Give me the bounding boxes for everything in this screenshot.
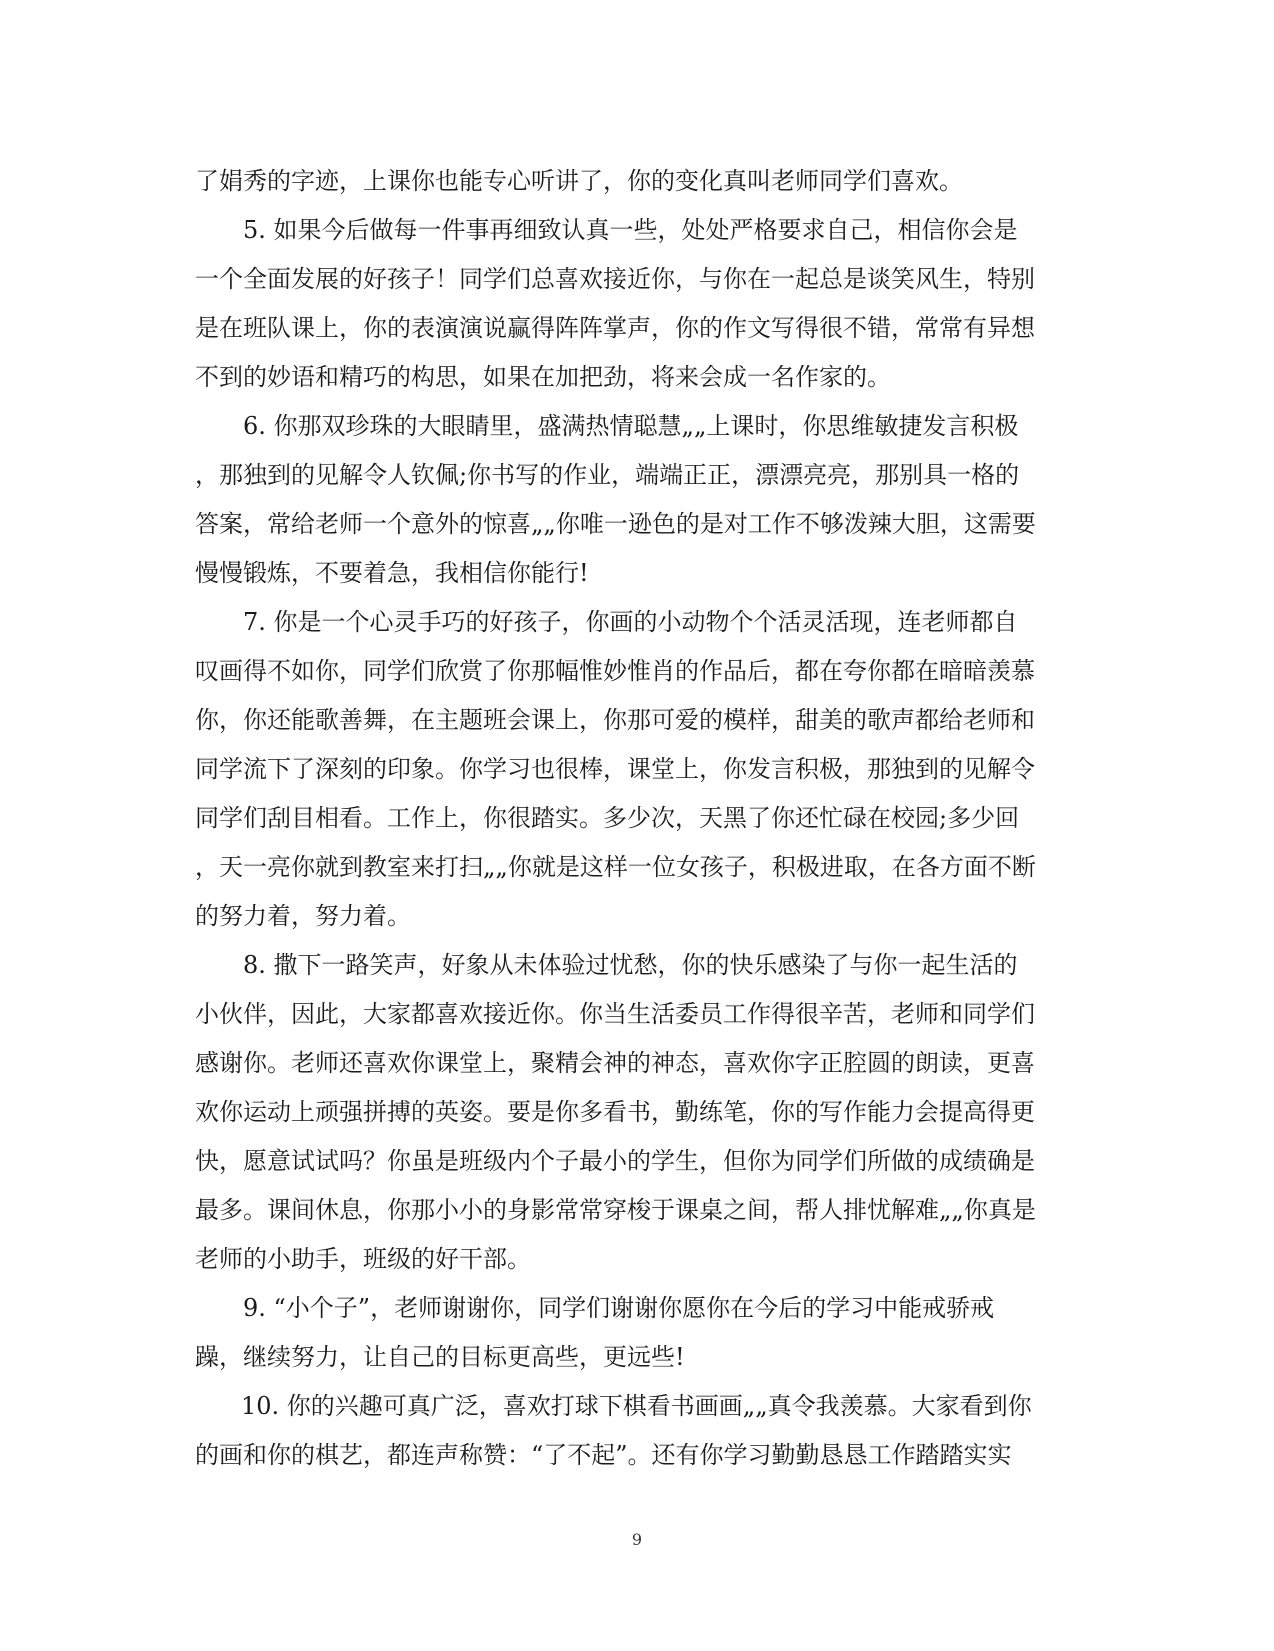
text-line: 一个全面发展的好孩子！同学们总喜欢接近你，与你在一起总是谈笑风生，特别 bbox=[195, 265, 1035, 293]
text-line: 你，你还能歌善舞，在主题班会课上，你那可爱的模样，甜美的歌声都给老师和 bbox=[195, 706, 1035, 734]
text-line: 答案，常给老师一个意外的惊喜„„你唯一逊色的是对工作不够泼辣大胆，这需要 bbox=[195, 510, 1036, 538]
text-line: 6. 你那双珍珠的大眼睛里，盛满热情聪慧„„上课时，你思维敏捷发言积极 bbox=[243, 412, 1019, 440]
text-line: 同学流下了深刻的印象。你学习也很棒，课堂上，你发言积极，那独到的见解令 bbox=[195, 755, 1035, 783]
text-line: 是在班队课上，你的表演演说赢得阵阵掌声，你的作文写得很不错，常常有异想 bbox=[195, 314, 1035, 342]
text-line: ，天一亮你就到教室来打扫„„你就是这样一位女孩子，积极进取，在各方面不断 bbox=[195, 853, 1036, 881]
text-line: 的画和你的棋艺，都连声称赞：“了不起”。还有你学习勤勤恳恳工作踏踏实实 bbox=[195, 1441, 1012, 1469]
text-line: 不到的妙语和精巧的构思，如果在加把劲，将来会成一名作家的。 bbox=[195, 363, 891, 391]
text-line: 躁，继续努力，让自己的目标更高些，更远些! bbox=[195, 1343, 685, 1371]
text-line: 的努力着，努力着。 bbox=[195, 902, 411, 930]
text-line: 同学们刮目相看。工作上，你很踏实。多少次，天黑了你还忙碌在校园;多少回 bbox=[195, 804, 1020, 832]
text-line: 最多。课间休息，你那小小的身影常常穿梭于课桌之间，帮人排忧解难„„你真是 bbox=[195, 1196, 1036, 1224]
text-line: 慢慢锻炼，不要着急，我相信你能行! bbox=[195, 559, 589, 587]
page-number: 9 bbox=[631, 1530, 643, 1549]
text-line: 老师的小助手，班级的好干部。 bbox=[195, 1245, 531, 1273]
text-line: 了娟秀的字迹，上课你也能专心听讲了，你的变化真叫老师同学们喜欢。 bbox=[195, 167, 963, 195]
document-body bbox=[195, 157, 1075, 1480]
text-line: 9. “小个子”，老师谢谢你，同学们谢谢你愿你在今后的学习中能戒骄戒 bbox=[243, 1294, 995, 1322]
text-line: ，那独到的见解令人钦佩;你书写的作业，端端正正，漂漂亮亮，那别具一格的 bbox=[195, 461, 1020, 489]
text-line: 8. 撒下一路笑声，好象从未体验过忧愁，你的快乐感染了与你一起生活的 bbox=[243, 951, 1018, 979]
text-line: 快，愿意试试吗？你虽是班级内个子最小的学生，但你为同学们所做的成绩确是 bbox=[195, 1147, 1035, 1175]
text-line: 5. 如果今后做每一件事再细致认真一些，处处严格要求自己，相信你会是 bbox=[243, 216, 1018, 244]
text-line: 7. 你是一个心灵手巧的好孩子，你画的小动物个个活灵活现，连老师都自 bbox=[243, 608, 1018, 636]
text-line: 叹画得不如你，同学们欣赏了你那幅惟妙惟肖的作品后，都在夸你都在暗暗羡慕 bbox=[195, 657, 1035, 685]
text-line: 欢你运动上顽强拼搏的英姿。要是你多看书，勤练笔，你的写作能力会提高得更 bbox=[195, 1098, 1035, 1126]
text-line: 10. 你的兴趣可真广泛，喜欢打球下棋看书画画„„真令我羡慕。大家看到你 bbox=[241, 1392, 1032, 1420]
text-line: 小伙伴，因此，大家都喜欢接近你。你当生活委员工作得很辛苦，老师和同学们 bbox=[195, 1000, 1035, 1028]
text-line: 感谢你。老师还喜欢你课堂上，聚精会神的神态，喜欢你字正腔圆的朗读，更喜 bbox=[195, 1049, 1035, 1077]
